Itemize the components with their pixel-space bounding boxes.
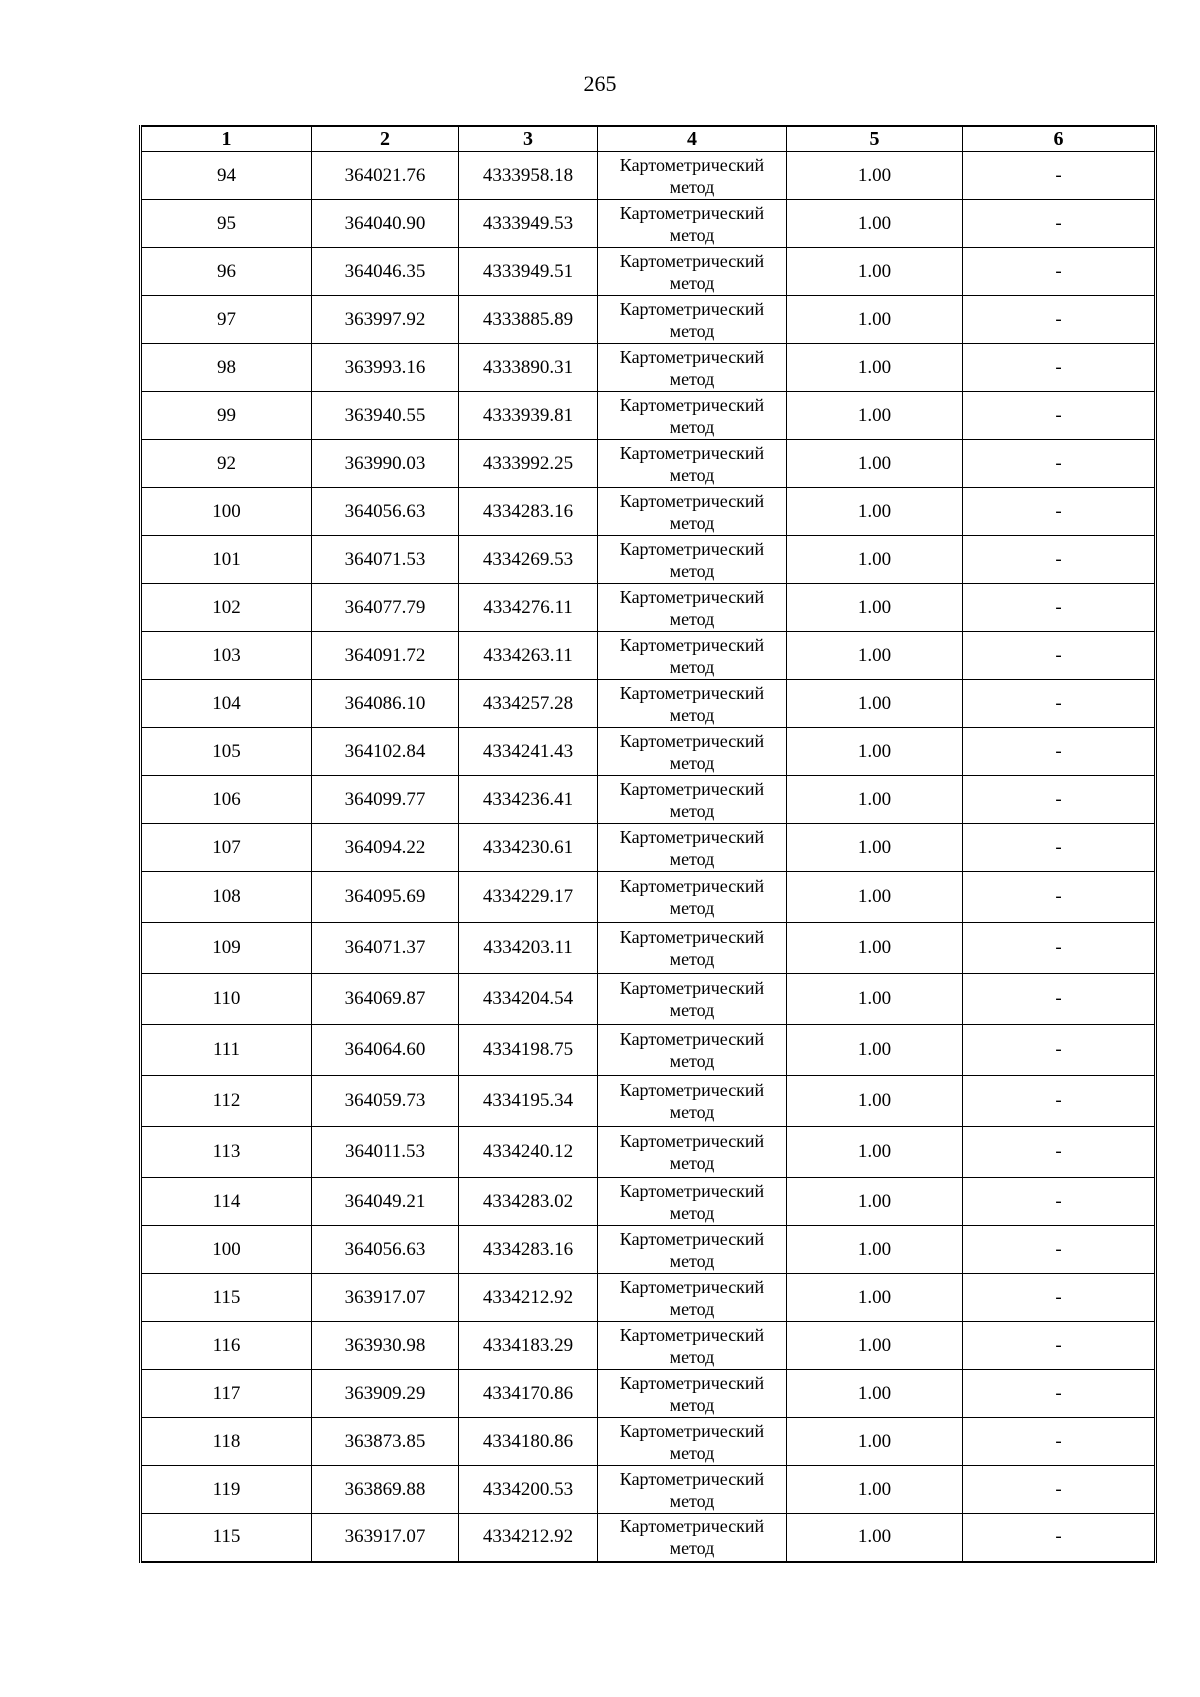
x-coordinate-cell: 364056.63 (312, 1226, 459, 1274)
point-number-cell: 107 (141, 824, 312, 872)
accuracy-cell: 1.00 (787, 1025, 963, 1076)
x-coordinate-cell: 363873.85 (312, 1418, 459, 1466)
method-cell (598, 584, 787, 632)
method-cell (598, 152, 787, 200)
method-label-line1: Картометрический (619, 346, 765, 367)
method-label-line1: Картометрический (619, 978, 765, 998)
method-label-line2: метод (669, 368, 715, 389)
method-label-line2: метод (669, 512, 715, 533)
x-coordinate-cell: 364069.87 (312, 974, 459, 1025)
method-cell (598, 824, 787, 872)
method-label-line1: Картометрический (619, 1276, 765, 1297)
y-coordinate-cell: 4334195.34 (459, 1076, 598, 1127)
method-label-line2: метод (669, 1250, 715, 1271)
method-cell (598, 1127, 787, 1178)
method-label-line2: метод (669, 656, 715, 677)
point-number-cell: 118 (141, 1418, 312, 1466)
column-header-6: 6 (963, 126, 1156, 152)
method-label-line2: метод (669, 1153, 715, 1173)
point-number-cell: 105 (141, 728, 312, 776)
table-header-row (141, 126, 1156, 152)
method-label-line1: Картометрический (619, 1324, 765, 1345)
point-number-cell: 117 (141, 1370, 312, 1418)
method-label-line1: Картометрический (619, 1080, 765, 1100)
method-label-line2: метод (669, 752, 715, 773)
method-label-line1: Картометрический (619, 1180, 765, 1201)
method-cell (598, 440, 787, 488)
y-coordinate-cell: 4334203.11 (459, 923, 598, 974)
method-label-line2: метод (669, 1394, 715, 1415)
y-coordinate-cell: 4334241.43 (459, 728, 598, 776)
method-cell (598, 392, 787, 440)
point-number-cell: 103 (141, 632, 312, 680)
method-label-line2: метод (669, 608, 715, 629)
note-cell: - (963, 1514, 1156, 1562)
method-cell (598, 248, 787, 296)
note-cell: - (963, 392, 1156, 440)
x-coordinate-cell: 364099.77 (312, 776, 459, 824)
table-row (141, 1370, 1156, 1418)
method-cell (598, 1370, 787, 1418)
point-number-cell: 115 (141, 1274, 312, 1322)
point-number-cell: 104 (141, 680, 312, 728)
y-coordinate-cell: 4333890.31 (459, 344, 598, 392)
point-number-cell: 96 (141, 248, 312, 296)
x-coordinate-cell: 364071.37 (312, 923, 459, 974)
table-row (141, 296, 1156, 344)
note-cell: - (963, 776, 1156, 824)
y-coordinate-cell: 4334200.53 (459, 1466, 598, 1514)
y-coordinate-cell: 4334283.16 (459, 1226, 598, 1274)
method-cell (598, 872, 787, 923)
method-label-line1: Картометрический (619, 250, 765, 271)
note-cell: - (963, 1178, 1156, 1226)
point-number-cell: 94 (141, 152, 312, 200)
table-row (141, 872, 1156, 923)
method-label-line1: Картометрический (619, 730, 765, 751)
table-row (141, 1178, 1156, 1226)
point-number-cell: 109 (141, 923, 312, 974)
column-header-1: 1 (141, 126, 312, 152)
accuracy-cell: 1.00 (787, 584, 963, 632)
note-cell: - (963, 680, 1156, 728)
method-label-line2: метод (669, 1490, 715, 1511)
x-coordinate-cell: 364059.73 (312, 1076, 459, 1127)
y-coordinate-cell: 4333939.81 (459, 392, 598, 440)
y-coordinate-cell: 4333992.25 (459, 440, 598, 488)
point-number-cell: 110 (141, 974, 312, 1025)
method-cell (598, 1025, 787, 1076)
y-coordinate-cell: 4334229.17 (459, 872, 598, 923)
point-number-cell: 112 (141, 1076, 312, 1127)
point-number-cell: 113 (141, 1127, 312, 1178)
accuracy-cell: 1.00 (787, 1514, 963, 1562)
method-label-line1: Картометрический (619, 202, 765, 223)
accuracy-cell: 1.00 (787, 1226, 963, 1274)
table-row (141, 1322, 1156, 1370)
method-label-line1: Картометрический (619, 876, 765, 896)
accuracy-cell: 1.00 (787, 1178, 963, 1226)
x-coordinate-cell: 364094.22 (312, 824, 459, 872)
y-coordinate-cell: 4334269.53 (459, 536, 598, 584)
x-coordinate-cell: 364064.60 (312, 1025, 459, 1076)
method-cell (598, 344, 787, 392)
note-cell: - (963, 872, 1156, 923)
x-coordinate-cell: 364071.53 (312, 536, 459, 584)
note-cell: - (963, 440, 1156, 488)
point-number-cell: 95 (141, 200, 312, 248)
x-coordinate-cell: 363990.03 (312, 440, 459, 488)
accuracy-cell: 1.00 (787, 488, 963, 536)
accuracy-cell: 1.00 (787, 1418, 963, 1466)
table-row (141, 923, 1156, 974)
method-label-line2: метод (669, 272, 715, 293)
x-coordinate-cell: 363997.92 (312, 296, 459, 344)
method-label-line2: метод (669, 560, 715, 581)
method-cell (598, 1418, 787, 1466)
method-label-line1: Картометрический (619, 1131, 765, 1151)
table-row (141, 200, 1156, 248)
method-cell (598, 200, 787, 248)
x-coordinate-cell: 363930.98 (312, 1322, 459, 1370)
column-header-2: 2 (312, 126, 459, 152)
note-cell: - (963, 824, 1156, 872)
accuracy-cell: 1.00 (787, 1466, 963, 1514)
y-coordinate-cell: 4334180.86 (459, 1418, 598, 1466)
method-label-line1: Картометрический (619, 586, 765, 607)
method-cell (598, 536, 787, 584)
point-number-cell: 119 (141, 1466, 312, 1514)
method-label-line2: метод (669, 898, 715, 918)
note-cell: - (963, 728, 1156, 776)
method-label-line1: Картометрический (619, 1029, 765, 1049)
method-label-line2: метод (669, 464, 715, 485)
note-cell: - (963, 488, 1156, 536)
note-cell: - (963, 1025, 1156, 1076)
method-cell (598, 1274, 787, 1322)
column-header-5: 5 (787, 126, 963, 152)
method-label-line2: метод (669, 848, 715, 869)
accuracy-cell: 1.00 (787, 1370, 963, 1418)
method-label-line1: Картометрический (619, 826, 765, 847)
x-coordinate-cell: 364077.79 (312, 584, 459, 632)
point-number-cell: 115 (141, 1514, 312, 1562)
x-coordinate-cell: 364049.21 (312, 1178, 459, 1226)
note-cell: - (963, 1466, 1156, 1514)
method-label-line1: Картометрический (619, 1516, 765, 1537)
table-row (141, 1514, 1156, 1562)
x-coordinate-cell: 363917.07 (312, 1274, 459, 1322)
method-cell (598, 488, 787, 536)
method-label-line1: Картометрический (619, 1468, 765, 1489)
accuracy-cell: 1.00 (787, 440, 963, 488)
method-cell (598, 728, 787, 776)
accuracy-cell: 1.00 (787, 296, 963, 344)
note-cell: - (963, 152, 1156, 200)
accuracy-cell: 1.00 (787, 248, 963, 296)
note-cell: - (963, 536, 1156, 584)
note-cell: - (963, 200, 1156, 248)
point-number-cell: 111 (141, 1025, 312, 1076)
x-coordinate-cell: 364011.53 (312, 1127, 459, 1178)
y-coordinate-cell: 4334240.12 (459, 1127, 598, 1178)
x-coordinate-cell: 364021.76 (312, 152, 459, 200)
y-coordinate-cell: 4333949.53 (459, 200, 598, 248)
accuracy-cell: 1.00 (787, 632, 963, 680)
note-cell: - (963, 974, 1156, 1025)
method-label-line2: метод (669, 1051, 715, 1071)
method-label-line1: Картометрический (619, 538, 765, 559)
x-coordinate-cell: 364046.35 (312, 248, 459, 296)
accuracy-cell: 1.00 (787, 344, 963, 392)
point-number-cell: 100 (141, 488, 312, 536)
y-coordinate-cell: 4334236.41 (459, 776, 598, 824)
method-label-line2: метод (669, 949, 715, 969)
table-row (141, 776, 1156, 824)
x-coordinate-cell: 364056.63 (312, 488, 459, 536)
method-label-line1: Картометрический (619, 298, 765, 319)
method-label-line2: метод (669, 1202, 715, 1223)
method-label-line2: метод (669, 1442, 715, 1463)
table-row (141, 1466, 1156, 1514)
method-cell (598, 632, 787, 680)
y-coordinate-cell: 4334276.11 (459, 584, 598, 632)
y-coordinate-cell: 4333949.51 (459, 248, 598, 296)
method-label-line2: метод (669, 1346, 715, 1367)
table-row (141, 1418, 1156, 1466)
method-label-line1: Картометрический (619, 1228, 765, 1249)
method-label-line1: Картометрический (619, 634, 765, 655)
accuracy-cell: 1.00 (787, 200, 963, 248)
method-label-line2: метод (669, 224, 715, 245)
method-label-line1: Картометрический (619, 394, 765, 415)
y-coordinate-cell: 4334170.86 (459, 1370, 598, 1418)
y-coordinate-cell: 4334283.16 (459, 488, 598, 536)
table-row (141, 1076, 1156, 1127)
note-cell: - (963, 1274, 1156, 1322)
y-coordinate-cell: 4334263.11 (459, 632, 598, 680)
method-label-line2: метод (669, 800, 715, 821)
table-row (141, 440, 1156, 488)
x-coordinate-cell: 363917.07 (312, 1514, 459, 1562)
y-coordinate-cell: 4333885.89 (459, 296, 598, 344)
point-number-cell: 102 (141, 584, 312, 632)
accuracy-cell: 1.00 (787, 1322, 963, 1370)
method-label-line1: Картометрический (619, 1420, 765, 1441)
method-cell (598, 974, 787, 1025)
y-coordinate-cell: 4334283.02 (459, 1178, 598, 1226)
note-cell: - (963, 1076, 1156, 1127)
point-number-cell: 106 (141, 776, 312, 824)
method-label-line2: метод (669, 416, 715, 437)
x-coordinate-cell: 363869.88 (312, 1466, 459, 1514)
table-row (141, 1127, 1156, 1178)
accuracy-cell: 1.00 (787, 1274, 963, 1322)
table-row (141, 728, 1156, 776)
note-cell: - (963, 344, 1156, 392)
method-label-line2: метод (669, 1000, 715, 1020)
method-label-line1: Картометрический (619, 778, 765, 799)
method-label-line1: Картометрический (619, 154, 765, 175)
x-coordinate-cell: 364091.72 (312, 632, 459, 680)
y-coordinate-cell: 4334212.92 (459, 1514, 598, 1562)
y-coordinate-cell: 4334198.75 (459, 1025, 598, 1076)
accuracy-cell: 1.00 (787, 680, 963, 728)
method-label-line1: Картометрический (619, 490, 765, 511)
method-label-line1: Картометрический (619, 1372, 765, 1393)
method-label-line1: Картометрический (619, 442, 765, 463)
table-row (141, 344, 1156, 392)
method-cell (598, 296, 787, 344)
method-cell (598, 776, 787, 824)
coordinates-table (139, 125, 1157, 1563)
point-number-cell: 99 (141, 392, 312, 440)
accuracy-cell: 1.00 (787, 923, 963, 974)
accuracy-cell: 1.00 (787, 152, 963, 200)
method-label-line1: Картометрический (619, 682, 765, 703)
method-cell (598, 1514, 787, 1562)
accuracy-cell: 1.00 (787, 872, 963, 923)
point-number-cell: 114 (141, 1178, 312, 1226)
table-row (141, 632, 1156, 680)
method-cell (598, 1076, 787, 1127)
point-number-cell: 116 (141, 1322, 312, 1370)
table-row (141, 1226, 1156, 1274)
method-label-line1: Картометрический (619, 927, 765, 947)
x-coordinate-cell: 364040.90 (312, 200, 459, 248)
table-row (141, 392, 1156, 440)
table-row (141, 824, 1156, 872)
x-coordinate-cell: 363909.29 (312, 1370, 459, 1418)
accuracy-cell: 1.00 (787, 728, 963, 776)
note-cell: - (963, 1418, 1156, 1466)
table-row (141, 1274, 1156, 1322)
page-number: 265 (583, 71, 617, 96)
y-coordinate-cell: 4334212.92 (459, 1274, 598, 1322)
x-coordinate-cell: 363940.55 (312, 392, 459, 440)
note-cell: - (963, 1127, 1156, 1178)
accuracy-cell: 1.00 (787, 536, 963, 584)
x-coordinate-cell: 364086.10 (312, 680, 459, 728)
note-cell: - (963, 296, 1156, 344)
method-cell (598, 680, 787, 728)
point-number-cell: 101 (141, 536, 312, 584)
accuracy-cell: 1.00 (787, 1127, 963, 1178)
y-coordinate-cell: 4334183.29 (459, 1322, 598, 1370)
x-coordinate-cell: 364095.69 (312, 872, 459, 923)
y-coordinate-cell: 4333958.18 (459, 152, 598, 200)
note-cell: - (963, 1370, 1156, 1418)
point-number-cell: 98 (141, 344, 312, 392)
point-number-cell: 92 (141, 440, 312, 488)
accuracy-cell: 1.00 (787, 392, 963, 440)
method-label-line2: метод (669, 176, 715, 197)
accuracy-cell: 1.00 (787, 776, 963, 824)
method-cell (598, 1226, 787, 1274)
method-label-line2: метод (669, 320, 715, 341)
method-cell (598, 1466, 787, 1514)
method-cell (598, 1178, 787, 1226)
accuracy-cell: 1.00 (787, 1076, 963, 1127)
point-number-cell: 97 (141, 296, 312, 344)
note-cell: - (963, 1226, 1156, 1274)
table-row (141, 536, 1156, 584)
y-coordinate-cell: 4334204.54 (459, 974, 598, 1025)
note-cell: - (963, 632, 1156, 680)
method-cell (598, 923, 787, 974)
x-coordinate-cell: 363993.16 (312, 344, 459, 392)
column-header-4: 4 (598, 126, 787, 152)
point-number-cell: 108 (141, 872, 312, 923)
table-row (141, 488, 1156, 536)
table-row (141, 974, 1156, 1025)
x-coordinate-cell: 364102.84 (312, 728, 459, 776)
accuracy-cell: 1.00 (787, 824, 963, 872)
coordinates-table-container (139, 125, 1154, 1563)
method-label-line2: метод (669, 1538, 715, 1559)
note-cell: - (963, 584, 1156, 632)
accuracy-cell: 1.00 (787, 974, 963, 1025)
note-cell: - (963, 248, 1156, 296)
table-body (141, 152, 1156, 1562)
table-row (141, 680, 1156, 728)
method-label-line2: метод (669, 704, 715, 725)
table-row (141, 1025, 1156, 1076)
method-cell (598, 1322, 787, 1370)
column-header-3: 3 (459, 126, 598, 152)
point-number-cell: 100 (141, 1226, 312, 1274)
y-coordinate-cell: 4334257.28 (459, 680, 598, 728)
method-label-line2: метод (669, 1102, 715, 1122)
method-label-line2: метод (669, 1298, 715, 1319)
table-row (141, 152, 1156, 200)
note-cell: - (963, 1322, 1156, 1370)
y-coordinate-cell: 4334230.61 (459, 824, 598, 872)
table-row (141, 584, 1156, 632)
note-cell: - (963, 923, 1156, 974)
table-row (141, 248, 1156, 296)
